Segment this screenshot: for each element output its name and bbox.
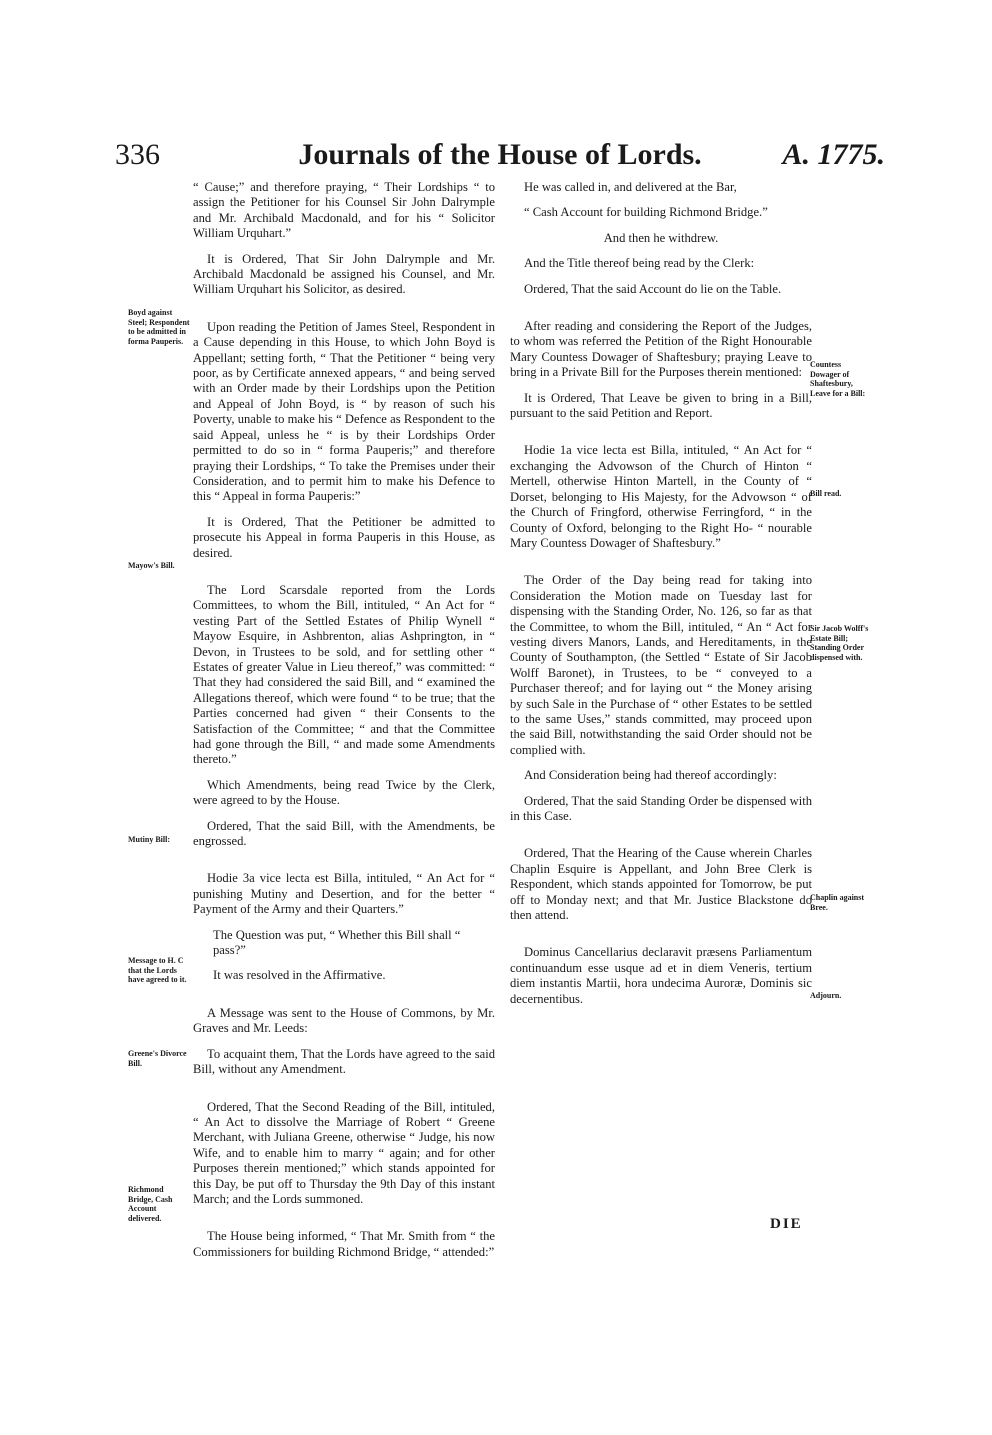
paragraph: Hodie 1a vice lecta est Billa, intituled, “ An Act for “ exchanging the Advowson of the Church of Hinton “ Mertell, otherwise Hinton Martell, in the County of “ Dorset, belonging to His Majesty, for the Advowson “ of the Church of Fringford, otherwise Ferringford, “ in the County of Oxford, belonging to the Right Ho- “ nourable Mary Countess Dowager of Shaftesbury.” xyxy=(510,443,812,550)
paragraph: After reading and considering the Report of the Judges, to whom was referred the Petition of the Right Honourable Mary Countess Dowager of Shaftesbury; praying Leave to bring in a Private Bill for the Purposes therein mentioned: xyxy=(510,319,812,380)
paragraph: And Consideration being had thereof accordingly: xyxy=(524,768,777,783)
paragraph: Upon reading the Petition of James Steel, Respondent in a Cause depending in this House, to which John Boyd is Appellant; setting forth, “ That the Petitioner “ being very poor, as by Certificate annexed appears, “ and being served with an Order made by their Lordships upon the Petition and Appeal of John Boyd, is “ by reason of such his Poverty, unable to make his “ Defence as Respondent to the said Appeal, unless he “ is by their Lordships Order permitted to do so in “ forma Pauperis;” and therefore praying their Lordships, “ To take the Premises under their Consideration, and to permit him to make his Defence to this “ Appeal in forma Pauperis:” xyxy=(193,319,495,504)
margin-note-mutiny: Mutiny Bill: xyxy=(128,835,171,844)
paragraph: The Lord Scarsdale reported from the Lords Committees, to whom the Bill, intituled, “ An Act for “ vesting Part of the Settled Estates of Philip Wynell “ Mayow Esquire, in Ashbrenton, alias Ashprington, in “ Devon, in Trustees to be sold, and for settling other “ Estates of greater Value in Lieu thereof,” was committed: “ That they had considered the said Bill, and “ examined the Allegations thereof, which were found “ to be true; that the Parties concerned had given “ their Consents to the Satisfaction of the Committee; “ and that the Committee had gone through the Bill, “ and made some Amendments thereto.” xyxy=(193,582,495,767)
paragraph: A Message was sent to the House of Commons, by Mr. Graves and Mr. Leeds: xyxy=(193,1005,495,1036)
year-label: A. 1775. xyxy=(782,138,885,171)
margin-note-richmond: Richmond Bridge, Cash Account delivered. xyxy=(128,1185,173,1223)
paragraph: It was resolved in the Affirmative. xyxy=(213,968,386,983)
paragraph: Hodie 3a vice lecta est Billa, intituled, “ An Act for “ punishing Mutiny and Desertion, and for the better “ Payment of the Army and their Quarters.” xyxy=(193,871,495,917)
page-number: 336 xyxy=(115,138,160,171)
margin-note-boyd: Boyd against Steel; Respondent to be admitted in forma Pauperis. xyxy=(128,308,190,346)
paragraph: “ Cash Account for building Richmond Bridge.” xyxy=(524,205,768,220)
margin-note-mayow: Mayow's Bill. xyxy=(128,561,175,570)
paragraph: Which Amendments, being read Twice by the Clerk, were agreed to by the House. xyxy=(193,777,495,808)
paragraph: And the Title thereof being read by the Clerk: xyxy=(524,256,755,271)
paragraph: It is Ordered, That Leave be given to bring in a Bill, pursuant to the said Petition and Report. xyxy=(510,390,812,421)
paragraph: “ Cause;” and therefore praying, “ Their Lordships “ to assign the Petitioner for his Counsel Sir John Dalrymple and Mr. Archibald Macdonald, and for his “ Solicitor William Urquhart.” xyxy=(193,180,495,241)
page-header xyxy=(115,138,885,178)
journal-title: Journals of the House of Lords. xyxy=(298,138,702,171)
margin-note-adjourn: Adjourn. xyxy=(810,991,842,1000)
margin-note-wolff: Sir Jacob Wolff's Estate Bill; Standing Order dispensed with. xyxy=(810,624,869,662)
paragraph: The Question was put, “ Whether this Bill shall “ pass?” xyxy=(213,927,461,958)
margin-note-message: Message to H. C that the Lords have agreed to it. xyxy=(128,956,187,985)
margin-note-greene: Greene's Divorce Bill. xyxy=(128,1049,187,1068)
margin-note-chaplin: Chaplin against Bree. xyxy=(810,893,865,912)
left-column xyxy=(193,180,495,1270)
paragraph: Dominus Cancellarius declaravit præsens Parliamentum continuandum esse usque ad et in diem Veneris, tertium diem instantis Martii, hora undecima Auroræ, Dominis sic decernentibus. xyxy=(510,945,812,1006)
paragraph: The Order of the Day being read for taking into Consideration the Motion made on Tuesday last for dispensing with the Standing Order, No. 126, so far as that the Committee, to whom the Bill, intituled, “ An “ Act for vesting divers Manors, Lands, and Hereditaments, in the County of Southampton, (the Settled “ Estate of Sir Jacob Wolff Baronet), in Trustees, to be “ conveyed to a Purchaser thereof; and for laying out “ the Money arising by such Sale in the Purchase of “ other Estates to be settled to the same Uses,” stands committed, may proceed upon the said Bill, notwithstanding the said Order should not be complied with. xyxy=(510,573,812,757)
paragraph: It is Ordered, That Sir John Dalrymple and Mr. Archibald Macdonald be assigned his Counsel, and Mr. William Urquhart his Solicitor, as desired. xyxy=(193,251,495,297)
catchword: DIE xyxy=(770,1216,803,1232)
paragraph: And then he withdrew. xyxy=(603,230,719,245)
paragraph: He was called in, and delivered at the Bar, xyxy=(524,180,737,194)
paragraph: Ordered, That the said Account do lie on the Table. xyxy=(524,281,782,296)
paragraph: Ordered, That the Hearing of the Cause wherein Charles Chaplin Esquire is Appellant, and John Bree Clerk is Respondent, which stands appointed for Tomorrow, be put off to Monday next; and that Mr. Justice Blackstone do then attend. xyxy=(510,846,812,923)
paragraph: Ordered, That the Second Reading of the Bill, intituled, “ An Act to dissolve the Marriage of Robert “ Greene Merchant, with Juliana Greene, otherwise “ Judge, his now Wife, and to enable him to marry “ again; and for other Purposes therein mentioned;” which stands appointed for this Day, be put off to Thursday the 9th Day of this instant March; and the Lords summoned. xyxy=(193,1099,495,1206)
paragraph: Ordered, That the said Bill, with the Amendments, be engrossed. xyxy=(193,818,495,849)
paragraph: The House being informed, “ That Mr. Smith from “ the Commissioners for building Richmond Bridge, “ attended:” xyxy=(193,1229,495,1259)
margin-note-countess: Countess Dowager of Shaftesbury, Leave for a Bill: xyxy=(810,360,866,398)
paragraph: It is Ordered, That the Petitioner be admitted to prosecute his Appeal in forma Pauperis in this House, as desired. xyxy=(193,514,495,560)
margin-note-bill-read: Bill read. xyxy=(810,489,842,498)
paragraph: To acquaint them, That the Lords have agreed to the said Bill, without any Amendment. xyxy=(193,1046,495,1077)
paragraph: Ordered, That the said Standing Order be dispensed with in this Case. xyxy=(510,793,812,823)
right-column xyxy=(510,180,812,1017)
